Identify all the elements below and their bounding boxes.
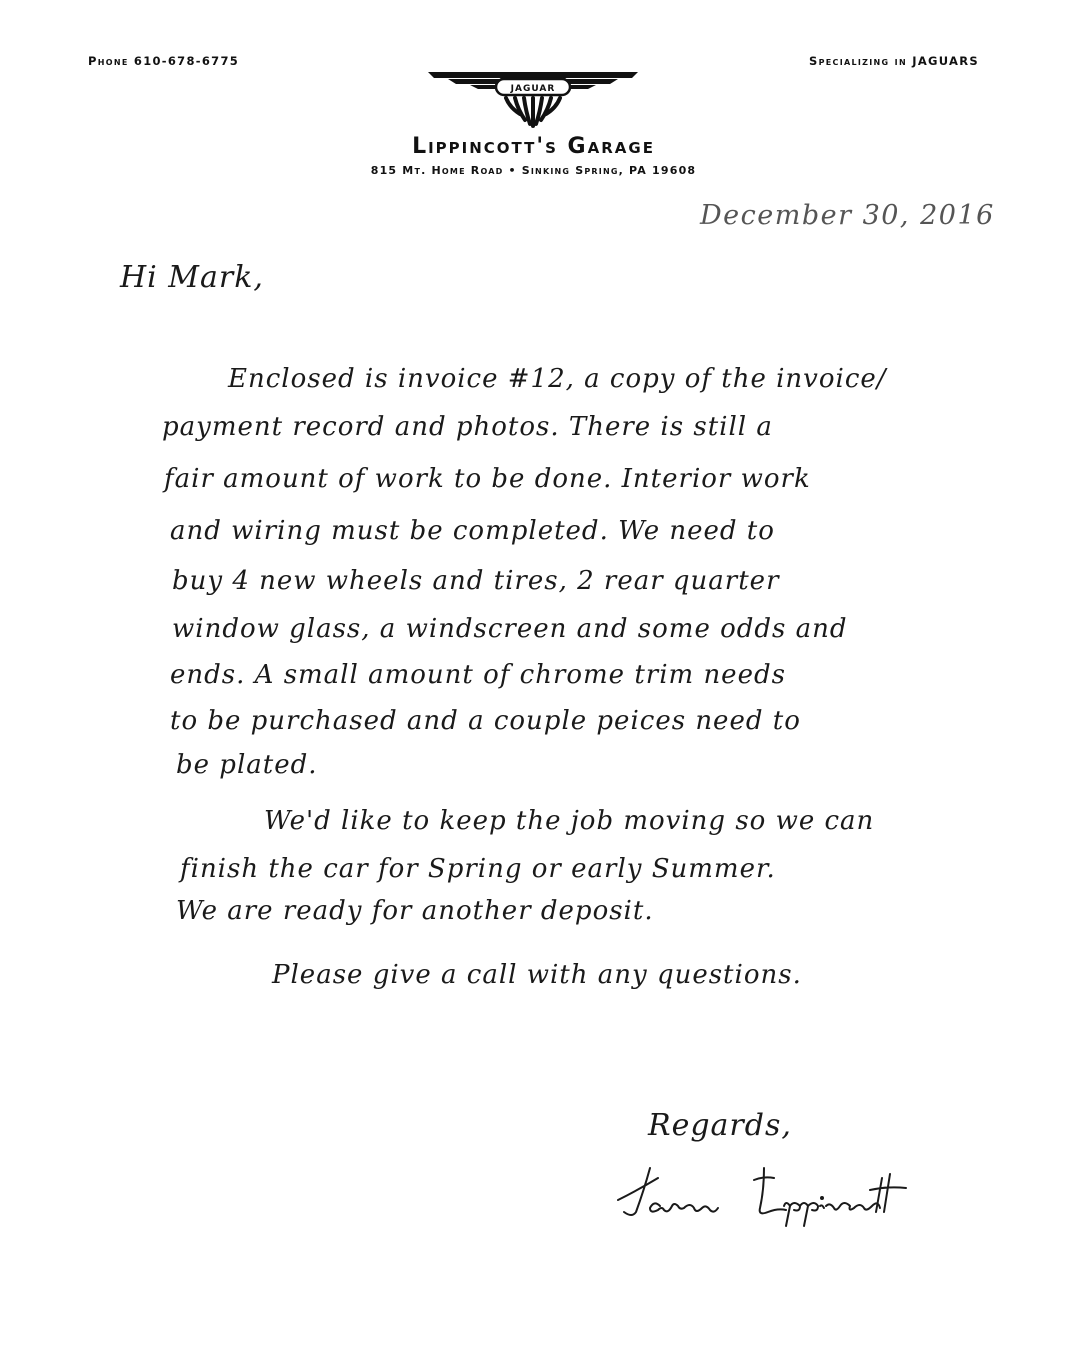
handwritten-signature [614, 1160, 944, 1230]
letter-date: December 30, 2016 [700, 200, 995, 231]
letter-line: fair amount of work to be done. Interior work [164, 464, 811, 494]
letter-line: Enclosed is invoice #12, a copy of the invoice/ [228, 364, 887, 394]
svg-text:JAGUAR: JAGUAR [510, 84, 556, 94]
garage-name: Lippincott's Garage [412, 134, 655, 159]
garage-address: 815 Mt. Home Road • Sinking Spring, PA 19608 [370, 164, 697, 177]
letter-line: payment record and photos. There is still a [162, 412, 773, 442]
letter-line: We'd like to keep the job moving so we can [264, 806, 875, 836]
letter-line: ends. A small amount of chrome trim needs [170, 660, 786, 690]
letter-line: be plated. [176, 750, 318, 780]
letter-signoff: Regards, [648, 1108, 792, 1143]
letter-line: finish the car for Spring or early Summer. [180, 854, 776, 884]
jaguar-logo-icon [426, 64, 640, 136]
letterhead-phone: Phone 610-678-6775 [88, 54, 240, 68]
letter-line: Please give a call with any questions. [272, 960, 802, 990]
letter-line: and wiring must be completed. We need to [170, 516, 775, 546]
letter-line: window glass, a windscreen and some odds and [172, 614, 848, 644]
letter-line: We are ready for another deposit. [176, 896, 654, 926]
letter-line: buy 4 new wheels and tires, 2 rear quarter [172, 566, 780, 596]
letter-greeting: Hi Mark, [120, 260, 264, 295]
letterhead-specialty: Specializing in JAGUARS [809, 54, 979, 68]
letter-line: to be purchased and a couple peices need to [170, 706, 801, 736]
